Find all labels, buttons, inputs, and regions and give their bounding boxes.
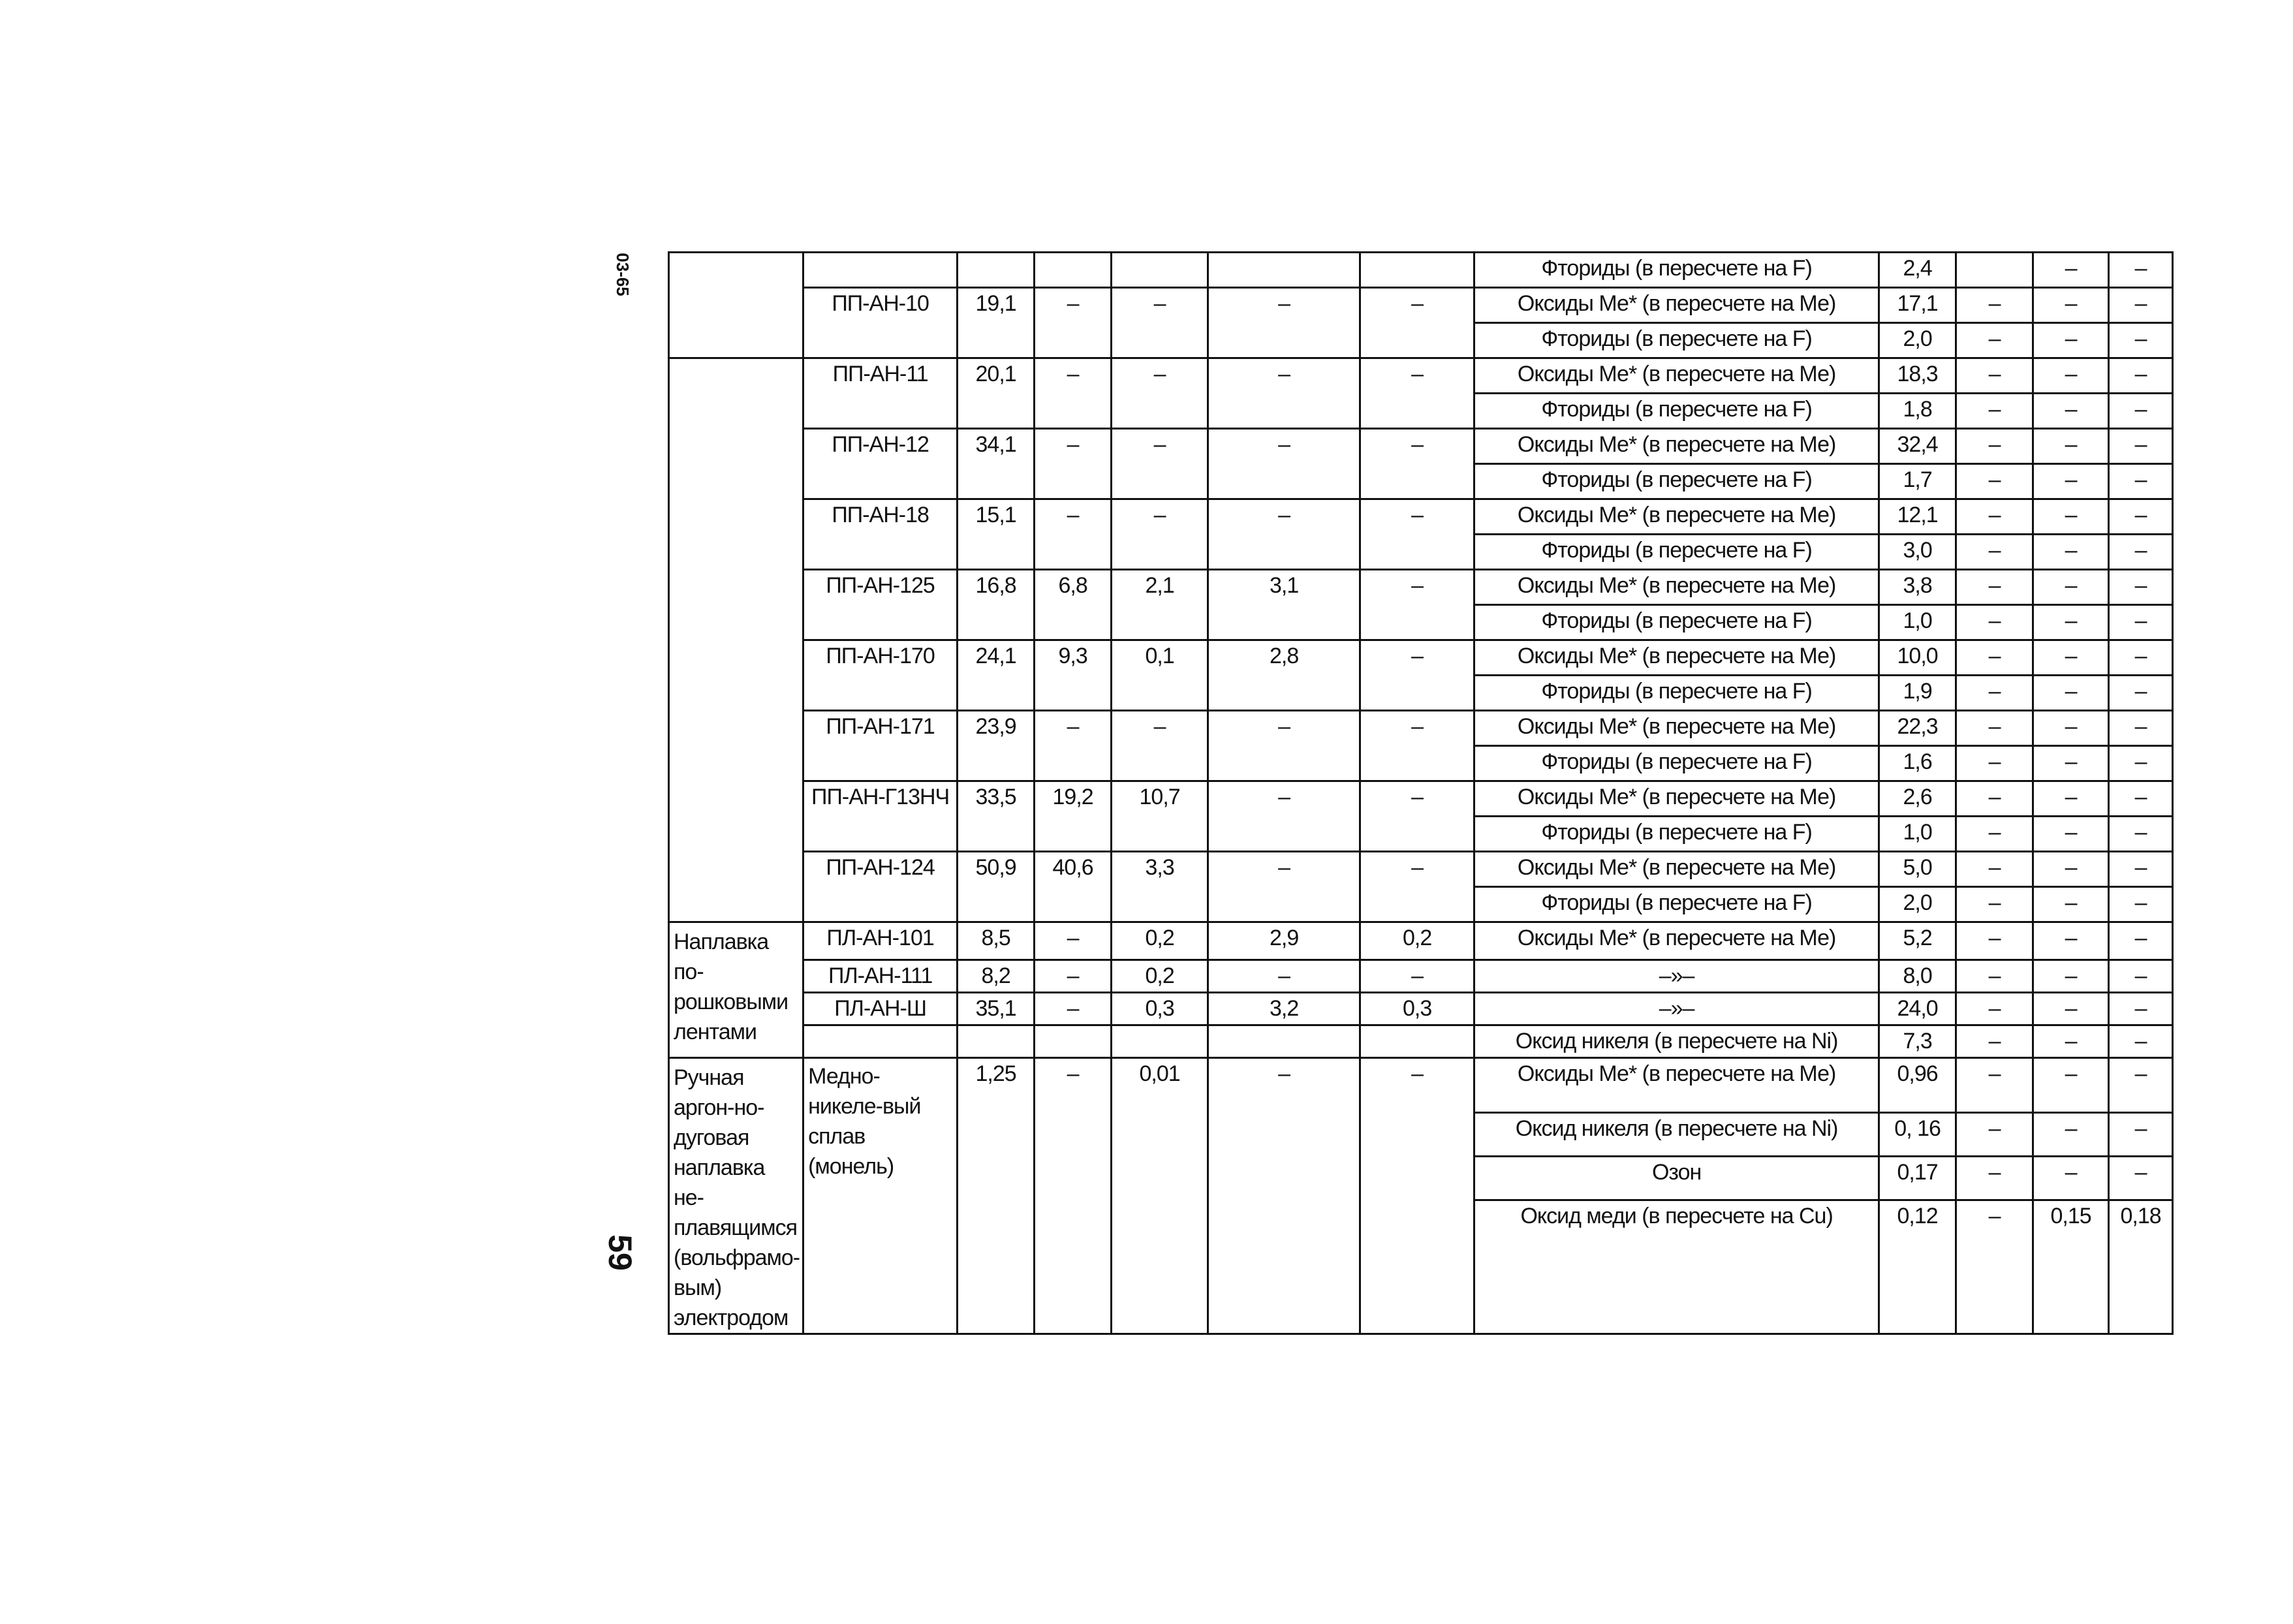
value-cell: – [1956, 852, 2033, 887]
value-cell: – [1035, 499, 1112, 570]
value-cell: – [2109, 288, 2173, 323]
value-cell: 3,3 [1112, 852, 1208, 922]
value-cell [1956, 253, 2033, 288]
material-cell: ПП-АН-171 [803, 711, 958, 781]
process-group-cell [669, 358, 803, 922]
value-cell: – [2033, 1156, 2109, 1200]
substance-cell: Оксиды Ме* (в пересчете на Ме) [1474, 358, 1879, 394]
value-cell: – [2033, 323, 2109, 358]
emissions-table [668, 251, 2174, 1335]
value-cell: 19,2 [1035, 781, 1112, 852]
value-cell: – [1112, 499, 1208, 570]
value-cell: – [1035, 288, 1112, 358]
value-cell [1112, 1025, 1208, 1058]
value-cell: – [2109, 464, 2173, 499]
value-cell: – [2109, 1112, 2173, 1156]
value-cell [958, 1025, 1035, 1058]
value-cell: 2,4 [1879, 253, 1956, 288]
value-cell [1360, 253, 1474, 288]
value-cell [958, 253, 1035, 288]
value-cell [1360, 1025, 1474, 1058]
value-cell: – [2109, 711, 2173, 746]
value-cell: – [2033, 852, 2109, 887]
value-cell: 35,1 [958, 993, 1035, 1025]
value-cell: – [2033, 746, 2109, 781]
value-cell: 1,8 [1879, 394, 1956, 429]
value-cell: – [1208, 852, 1360, 922]
value-cell: – [2109, 781, 2173, 817]
process-group-cell: Ручная аргон-но-дуговая наплавка не-плавящимся (вольфрамо-вым) электродом [669, 1058, 803, 1334]
value-cell: 0,18 [2109, 1200, 2173, 1334]
table-row [669, 640, 2173, 676]
substance-cell: Оксиды Ме* (в пересчете на Ме) [1474, 499, 1879, 535]
value-cell: – [1360, 960, 1474, 993]
value-cell: – [2033, 1025, 2109, 1058]
page-number: 59 [601, 1234, 638, 1271]
material-cell: ПЛ-АН-111 [803, 960, 958, 993]
value-cell: – [1035, 960, 1112, 993]
value-cell: – [2109, 746, 2173, 781]
value-cell: 0,17 [1879, 1156, 1956, 1200]
substance-cell: Фториды (в пересчете на F) [1474, 887, 1879, 922]
value-cell: 6,8 [1035, 570, 1112, 640]
substance-cell: Оксид никеля (в пересчете на Ni) [1474, 1025, 1879, 1058]
substance-cell: Оксиды Ме* (в пересчете на Ме) [1474, 711, 1879, 746]
substance-cell: Оксиды Ме* (в пересчете на Ме) [1474, 288, 1879, 323]
value-cell: – [2033, 429, 2109, 464]
value-cell: 0,12 [1879, 1200, 1956, 1334]
table-row [669, 960, 2173, 993]
value-cell: 7,3 [1879, 1025, 1956, 1058]
value-cell: 2,8 [1208, 640, 1360, 711]
value-cell: – [2033, 605, 2109, 640]
substance-cell: Оксиды Ме* (в пересчете на Ме) [1474, 640, 1879, 676]
value-cell: – [2033, 570, 2109, 605]
material-cell: Медно-никеле-вый сплав (монель) [803, 1058, 958, 1334]
value-cell: – [2109, 570, 2173, 605]
table-row [669, 570, 2173, 605]
value-cell: – [1360, 711, 1474, 781]
table-row [669, 1025, 2173, 1058]
value-cell: 9,3 [1035, 640, 1112, 711]
value-cell: – [2033, 358, 2109, 394]
value-cell: 1,25 [958, 1058, 1035, 1334]
value-cell: 50,9 [958, 852, 1035, 922]
material-cell: ПП-АН-11 [803, 358, 958, 429]
value-cell: 0,1 [1112, 640, 1208, 711]
value-cell: – [1208, 499, 1360, 570]
value-cell: 2,9 [1208, 922, 1360, 960]
value-cell: – [2109, 993, 2173, 1025]
value-cell: – [1360, 1058, 1474, 1334]
substance-cell: Фториды (в пересчете на F) [1474, 253, 1879, 288]
value-cell: – [1035, 1058, 1112, 1334]
document-code: 03-65 [612, 253, 632, 296]
value-cell: 0, 16 [1879, 1112, 1956, 1156]
substance-cell: Фториды (в пересчете на F) [1474, 817, 1879, 852]
value-cell: 0,96 [1879, 1058, 1956, 1113]
substance-cell: Оксиды Ме* (в пересчете на Ме) [1474, 429, 1879, 464]
value-cell: – [1035, 993, 1112, 1025]
value-cell: – [1360, 499, 1474, 570]
material-cell [803, 253, 958, 288]
value-cell: – [1956, 746, 2033, 781]
value-cell: 34,1 [958, 429, 1035, 499]
value-cell: – [1035, 922, 1112, 960]
value-cell: – [2033, 993, 2109, 1025]
value-cell: – [1956, 429, 2033, 464]
value-cell: 1,0 [1879, 605, 1956, 640]
value-cell: 17,1 [1879, 288, 1956, 323]
value-cell: – [1208, 960, 1360, 993]
value-cell: – [1112, 358, 1208, 429]
substance-cell: Фториды (в пересчете на F) [1474, 535, 1879, 570]
material-cell [803, 1025, 958, 1058]
value-cell: – [2109, 605, 2173, 640]
value-cell: – [1360, 570, 1474, 640]
value-cell: 40,6 [1035, 852, 1112, 922]
value-cell: 10,7 [1112, 781, 1208, 852]
value-cell: 10,0 [1879, 640, 1956, 676]
material-cell: ПП-АН-12 [803, 429, 958, 499]
value-cell: – [1956, 1200, 2033, 1334]
value-cell: – [1956, 817, 2033, 852]
table-row [669, 358, 2173, 394]
value-cell: – [2109, 676, 2173, 711]
value-cell: – [2109, 429, 2173, 464]
value-cell [1035, 253, 1112, 288]
value-cell: – [2109, 640, 2173, 676]
value-cell: – [1208, 429, 1360, 499]
value-cell: – [1112, 711, 1208, 781]
value-cell: – [2033, 711, 2109, 746]
value-cell: 22,3 [1879, 711, 1956, 746]
table-row [669, 993, 2173, 1025]
value-cell: – [2033, 817, 2109, 852]
substance-cell: Оксид меди (в пересчете на Cu) [1474, 1200, 1879, 1334]
value-cell: – [1956, 323, 2033, 358]
value-cell: – [2033, 781, 2109, 817]
value-cell: – [2109, 499, 2173, 535]
value-cell: – [2033, 464, 2109, 499]
value-cell: – [1956, 887, 2033, 922]
value-cell: – [1956, 640, 2033, 676]
value-cell: – [1360, 358, 1474, 429]
value-cell: – [2033, 676, 2109, 711]
value-cell: 15,1 [958, 499, 1035, 570]
value-cell: 16,8 [958, 570, 1035, 640]
value-cell: – [1956, 1156, 2033, 1200]
value-cell: 8,2 [958, 960, 1035, 993]
value-cell: – [1956, 993, 2033, 1025]
value-cell: 8,5 [958, 922, 1035, 960]
value-cell: – [2033, 960, 2109, 993]
table-row [669, 253, 2173, 288]
value-cell: 0,01 [1112, 1058, 1208, 1334]
substance-cell: Фториды (в пересчете на F) [1474, 746, 1879, 781]
value-cell: – [2109, 253, 2173, 288]
value-cell: 0,3 [1112, 993, 1208, 1025]
material-cell: ПП-АН-18 [803, 499, 958, 570]
value-cell: – [2109, 1025, 2173, 1058]
value-cell: – [2109, 394, 2173, 429]
value-cell: 5,0 [1879, 852, 1956, 887]
value-cell: – [1208, 358, 1360, 429]
value-cell: – [2033, 288, 2109, 323]
substance-cell: Фториды (в пересчете на F) [1474, 464, 1879, 499]
value-cell: – [2109, 1156, 2173, 1200]
value-cell: – [1360, 640, 1474, 711]
value-cell: 1,9 [1879, 676, 1956, 711]
value-cell: 3,8 [1879, 570, 1956, 605]
value-cell: – [1208, 711, 1360, 781]
value-cell: – [1360, 852, 1474, 922]
value-cell: – [1208, 288, 1360, 358]
value-cell: 1,7 [1879, 464, 1956, 499]
substance-cell: Оксиды Ме* (в пересчете на Ме) [1474, 781, 1879, 817]
material-cell: ПП-АН-Г13НЧ [803, 781, 958, 852]
value-cell [1208, 1025, 1360, 1058]
value-cell: – [1956, 960, 2033, 993]
value-cell: – [1956, 676, 2033, 711]
substance-cell: Фториды (в пересчете на F) [1474, 394, 1879, 429]
value-cell [1112, 253, 1208, 288]
value-cell: – [2033, 1058, 2109, 1113]
value-cell: – [1112, 288, 1208, 358]
value-cell: – [1956, 922, 2033, 960]
value-cell: – [1956, 570, 2033, 605]
material-cell: ПП-АН-124 [803, 852, 958, 922]
value-cell: 3,2 [1208, 993, 1360, 1025]
value-cell: – [2109, 535, 2173, 570]
table-row [669, 288, 2173, 323]
value-cell: 5,2 [1879, 922, 1956, 960]
value-cell: 0,3 [1360, 993, 1474, 1025]
substance-cell: –»– [1474, 993, 1879, 1025]
value-cell: – [2109, 1058, 2173, 1113]
value-cell: – [1956, 464, 2033, 499]
table-row [669, 852, 2173, 887]
process-group-cell: Наплавка по-рошковыми лентами [669, 922, 803, 1058]
value-cell: – [1956, 1112, 2033, 1156]
value-cell: 24,1 [958, 640, 1035, 711]
material-cell: ПП-АН-10 [803, 288, 958, 358]
value-cell: – [1360, 288, 1474, 358]
value-cell: – [1956, 358, 2033, 394]
substance-cell: Фториды (в пересчете на F) [1474, 676, 1879, 711]
value-cell: – [1360, 781, 1474, 852]
value-cell: 3,1 [1208, 570, 1360, 640]
value-cell: – [1112, 429, 1208, 499]
value-cell: – [2033, 499, 2109, 535]
value-cell: 12,1 [1879, 499, 1956, 535]
value-cell [1208, 253, 1360, 288]
value-cell: 2,0 [1879, 887, 1956, 922]
value-cell: 2,0 [1879, 323, 1956, 358]
value-cell: 2,6 [1879, 781, 1956, 817]
value-cell: 2,1 [1112, 570, 1208, 640]
value-cell: – [2033, 1112, 2109, 1156]
value-cell: – [1208, 781, 1360, 852]
value-cell: 0,15 [2033, 1200, 2109, 1334]
table-row [669, 781, 2173, 817]
material-cell: ПЛ-АН-Ш [803, 993, 958, 1025]
substance-cell: Озон [1474, 1156, 1879, 1200]
table-row [669, 1058, 2173, 1113]
value-cell: – [1208, 1058, 1360, 1334]
substance-cell: Оксид никеля (в пересчете на Ni) [1474, 1112, 1879, 1156]
substance-cell: Оксиды Ме* (в пересчете на Ме) [1474, 1058, 1879, 1113]
table-row [669, 711, 2173, 746]
table-row [669, 429, 2173, 464]
value-cell: 0,2 [1360, 922, 1474, 960]
value-cell: 24,0 [1879, 993, 1956, 1025]
value-cell: – [1035, 429, 1112, 499]
process-group-cell [669, 253, 803, 358]
material-cell: ПП-АН-170 [803, 640, 958, 711]
value-cell: – [1956, 499, 2033, 535]
value-cell: 3,0 [1879, 535, 1956, 570]
table-row [669, 499, 2173, 535]
value-cell: – [2109, 922, 2173, 960]
value-cell: – [2109, 960, 2173, 993]
substance-cell: Фториды (в пересчете на F) [1474, 323, 1879, 358]
value-cell: – [2109, 887, 2173, 922]
value-cell: – [1035, 711, 1112, 781]
value-cell: 0,2 [1112, 922, 1208, 960]
value-cell: – [2033, 887, 2109, 922]
value-cell: – [2033, 922, 2109, 960]
value-cell: 18,3 [1879, 358, 1956, 394]
value-cell: 1,6 [1879, 746, 1956, 781]
value-cell: – [1956, 1058, 2033, 1113]
value-cell: 1,0 [1879, 817, 1956, 852]
value-cell: – [2033, 394, 2109, 429]
substance-cell: Фториды (в пересчете на F) [1474, 605, 1879, 640]
material-cell: ПЛ-АН-101 [803, 922, 958, 960]
value-cell: – [2033, 640, 2109, 676]
value-cell [1035, 1025, 1112, 1058]
value-cell: – [1956, 535, 2033, 570]
value-cell: 0,2 [1112, 960, 1208, 993]
value-cell: – [1956, 394, 2033, 429]
value-cell: – [1956, 711, 2033, 746]
substance-cell: Оксиды Ме* (в пересчете на Ме) [1474, 852, 1879, 887]
value-cell: – [2033, 253, 2109, 288]
value-cell: 8,0 [1879, 960, 1956, 993]
substance-cell: Оксиды Ме* (в пересчете на Ме) [1474, 922, 1879, 960]
value-cell: 19,1 [958, 288, 1035, 358]
value-cell: – [1035, 358, 1112, 429]
value-cell: – [2109, 323, 2173, 358]
value-cell: – [2109, 358, 2173, 394]
value-cell: – [1956, 1025, 2033, 1058]
value-cell: – [1956, 781, 2033, 817]
value-cell: 23,9 [958, 711, 1035, 781]
table-row [669, 922, 2173, 960]
substance-cell: –»– [1474, 960, 1879, 993]
value-cell: – [2033, 535, 2109, 570]
value-cell: 20,1 [958, 358, 1035, 429]
value-cell: 32,4 [1879, 429, 1956, 464]
value-cell: – [1956, 288, 2033, 323]
value-cell: – [2109, 817, 2173, 852]
substance-cell: Оксиды Ме* (в пересчете на Ме) [1474, 570, 1879, 605]
value-cell: – [1360, 429, 1474, 499]
material-cell: ПП-АН-125 [803, 570, 958, 640]
value-cell: – [1956, 605, 2033, 640]
value-cell: 33,5 [958, 781, 1035, 852]
value-cell: – [2109, 852, 2173, 887]
